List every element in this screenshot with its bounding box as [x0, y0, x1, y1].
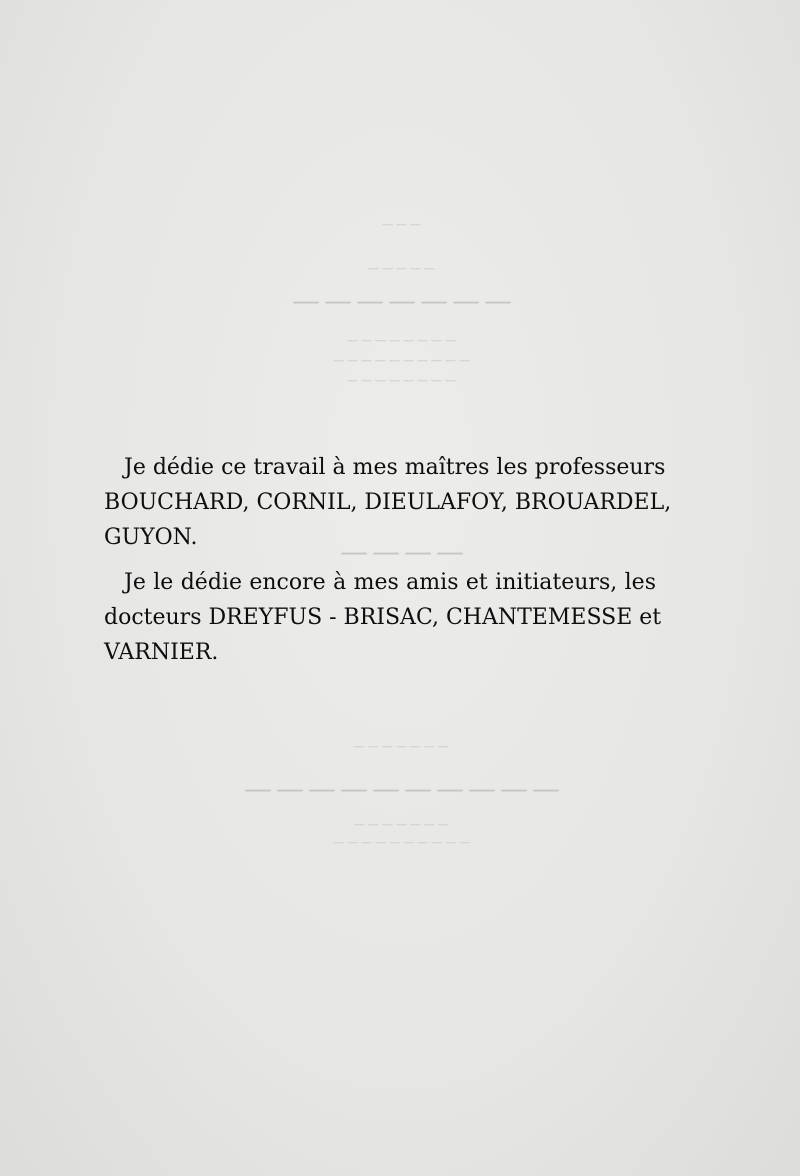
bleed-through-line: ———————	[351, 740, 449, 753]
bleed-through-line: ————	[336, 535, 464, 568]
dedication-paragraph-2	[104, 565, 662, 670]
bleed-through-line: ————————	[344, 374, 456, 387]
bleed-through-line: ———————	[288, 284, 512, 317]
dedication-line: Je le dédie encore à mes amis et initiateurs, les	[124, 570, 656, 595]
bleed-through-line: ——————————	[330, 354, 470, 367]
dedication-line: docteurs DREYFUS - BRISAC, CHANTEMESSE et	[104, 605, 662, 630]
bleed-through-line: ——————————	[330, 836, 470, 849]
bleed-through-line: —————	[365, 262, 435, 275]
bleed-through-line: ————————	[344, 334, 456, 347]
bleed-through-line: ———————	[351, 818, 449, 831]
bleed-through-line: ——————————	[240, 772, 560, 805]
dedication-line: BOUCHARD, CORNIL, DIEULAFOY, BROUARDEL,	[104, 490, 672, 515]
dedication-line: VARNIER.	[104, 640, 219, 665]
dedication-paragraph-1	[104, 450, 672, 555]
dedication-line: GUYON.	[104, 525, 198, 550]
dedication-line: Je dédie ce travail à mes maîtres les professeurs	[124, 455, 666, 480]
bleed-through-line: ———	[379, 218, 421, 231]
